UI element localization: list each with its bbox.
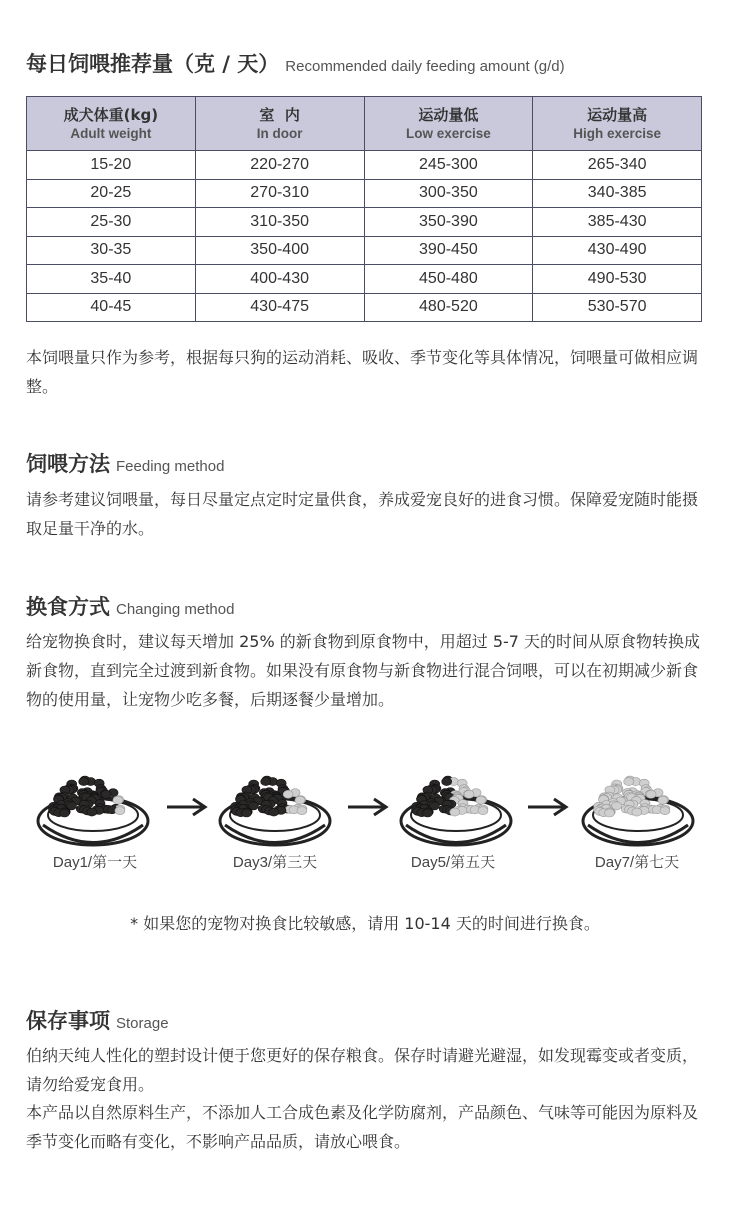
table-cell: 40-45 bbox=[27, 293, 196, 322]
table-cell: 270-310 bbox=[195, 179, 364, 208]
table-cell: 385-430 bbox=[533, 208, 702, 237]
bowl-day7-icon bbox=[580, 755, 700, 850]
table-cell: 480-520 bbox=[364, 293, 533, 322]
table-row bbox=[27, 293, 702, 322]
table-row bbox=[27, 151, 702, 180]
day5-label: Day5/第五天 bbox=[410, 854, 496, 871]
table-cell: 340-385 bbox=[533, 179, 702, 208]
changing-method-title-en: Changing method bbox=[116, 601, 235, 618]
bowl-day5-icon bbox=[398, 755, 518, 850]
table-cell: 20-25 bbox=[27, 179, 196, 208]
day1-label: Day1/第一天 bbox=[52, 854, 138, 871]
changing-method-title-zh: 换食方式 bbox=[26, 595, 110, 619]
feeding-amount-title-en: Recommended daily feeding amount (g/d) bbox=[285, 58, 565, 75]
table-cell: 25-30 bbox=[27, 208, 196, 237]
feeding-amount-note: 本饲喂量只作为参考，根据每只狗的运动消耗、吸收、季节变化等具体情况，饲喂量可做相应调整。 bbox=[26, 348, 699, 396]
table-cell: 400-430 bbox=[195, 265, 364, 294]
feeding-method-title-en: Feeding method bbox=[116, 458, 225, 475]
feeding-amount-title bbox=[26, 48, 565, 78]
storage-title bbox=[26, 1005, 169, 1035]
food-transition-illustration bbox=[0, 755, 730, 885]
changing-method-title bbox=[26, 591, 234, 621]
storage-text-2: 本产品以自然原料生产，不添加人工合成色素及化学防腐剂，产品颜色、气味等可能因为原料及季节变化而略有变化，不影响产品品质，请放心喂食。 bbox=[26, 1103, 699, 1151]
table-cell: 430-490 bbox=[533, 236, 702, 265]
arrow-right-icon bbox=[346, 797, 390, 817]
table-cell: 310-350 bbox=[195, 208, 364, 237]
table-cell: 220-270 bbox=[195, 151, 364, 180]
storage-title-zh: 保存事项 bbox=[26, 1009, 110, 1033]
storage-text-1: 伯纳天纯人性化的塑封设计便于您更好的保存粮食。保存时请避光避湿，如发现霉变或者变质，请勿给爱宠食用。 bbox=[26, 1046, 699, 1094]
table-cell: 35-40 bbox=[27, 265, 196, 294]
table-cell: 350-400 bbox=[195, 236, 364, 265]
table-cell: 350-390 bbox=[364, 208, 533, 237]
feeding-amount-title-zh: 每日饲喂推荐量（克 / 天） bbox=[26, 52, 280, 76]
arrow-right-icon bbox=[526, 797, 570, 817]
table-cell: 530-570 bbox=[533, 293, 702, 322]
table-cell: 265-340 bbox=[533, 151, 702, 180]
table-row bbox=[27, 208, 702, 237]
feeding-method-title bbox=[26, 448, 224, 478]
table-cell: 490-530 bbox=[533, 265, 702, 294]
feeding-method-title-zh: 饲喂方法 bbox=[26, 452, 110, 476]
changing-method-text: 给宠物换食时，建议每天增加 25% 的新食物到原食物中，用超过 5-7 天的时间从原食物转换成新食物，直到完全过渡到新食物。如果没有原食物与新食物进行混合饲喂，可以在初期减少新食物的使用量，让宠物少吃多餐，后期逐餐少量增加。 bbox=[26, 632, 701, 709]
table-cell: 390-450 bbox=[364, 236, 533, 265]
bowl-day1-icon bbox=[35, 755, 155, 850]
bowl-day3-icon bbox=[217, 755, 337, 850]
table-cell: 245-300 bbox=[364, 151, 533, 180]
storage-title-en: Storage bbox=[116, 1015, 169, 1032]
table-row bbox=[27, 179, 702, 208]
feeding-method-text: 请参考建议饲喂量，每日尽量定点定时定量供食，养成爱宠良好的进食习惯。保障爱宠随时能摄取足量干净的水。 bbox=[26, 490, 699, 538]
day7-label: Day7/第七天 bbox=[594, 854, 680, 871]
arrow-right-icon bbox=[165, 797, 209, 817]
header-adult-weight: 成犬体重(kg) Adult weight bbox=[27, 97, 196, 151]
header-indoor: 室 内 In door bbox=[195, 97, 364, 151]
header-low-exercise: 运动量低 Low exercise bbox=[364, 97, 533, 151]
feeding-table bbox=[26, 96, 702, 322]
header-high-exercise: 运动量高 High exercise bbox=[533, 97, 702, 151]
table-header-row bbox=[27, 97, 702, 151]
table-row bbox=[27, 265, 702, 294]
table-cell: 430-475 bbox=[195, 293, 364, 322]
day3-label: Day3/第三天 bbox=[232, 854, 318, 871]
table-cell: 450-480 bbox=[364, 265, 533, 294]
table-cell: 300-350 bbox=[364, 179, 533, 208]
table-cell: 30-35 bbox=[27, 236, 196, 265]
sensitive-note: * 如果您的宠物对换食比较敏感，请用 10-14 天的时间进行换食。 bbox=[130, 914, 600, 933]
table-row bbox=[27, 236, 702, 265]
table-cell: 15-20 bbox=[27, 151, 196, 180]
